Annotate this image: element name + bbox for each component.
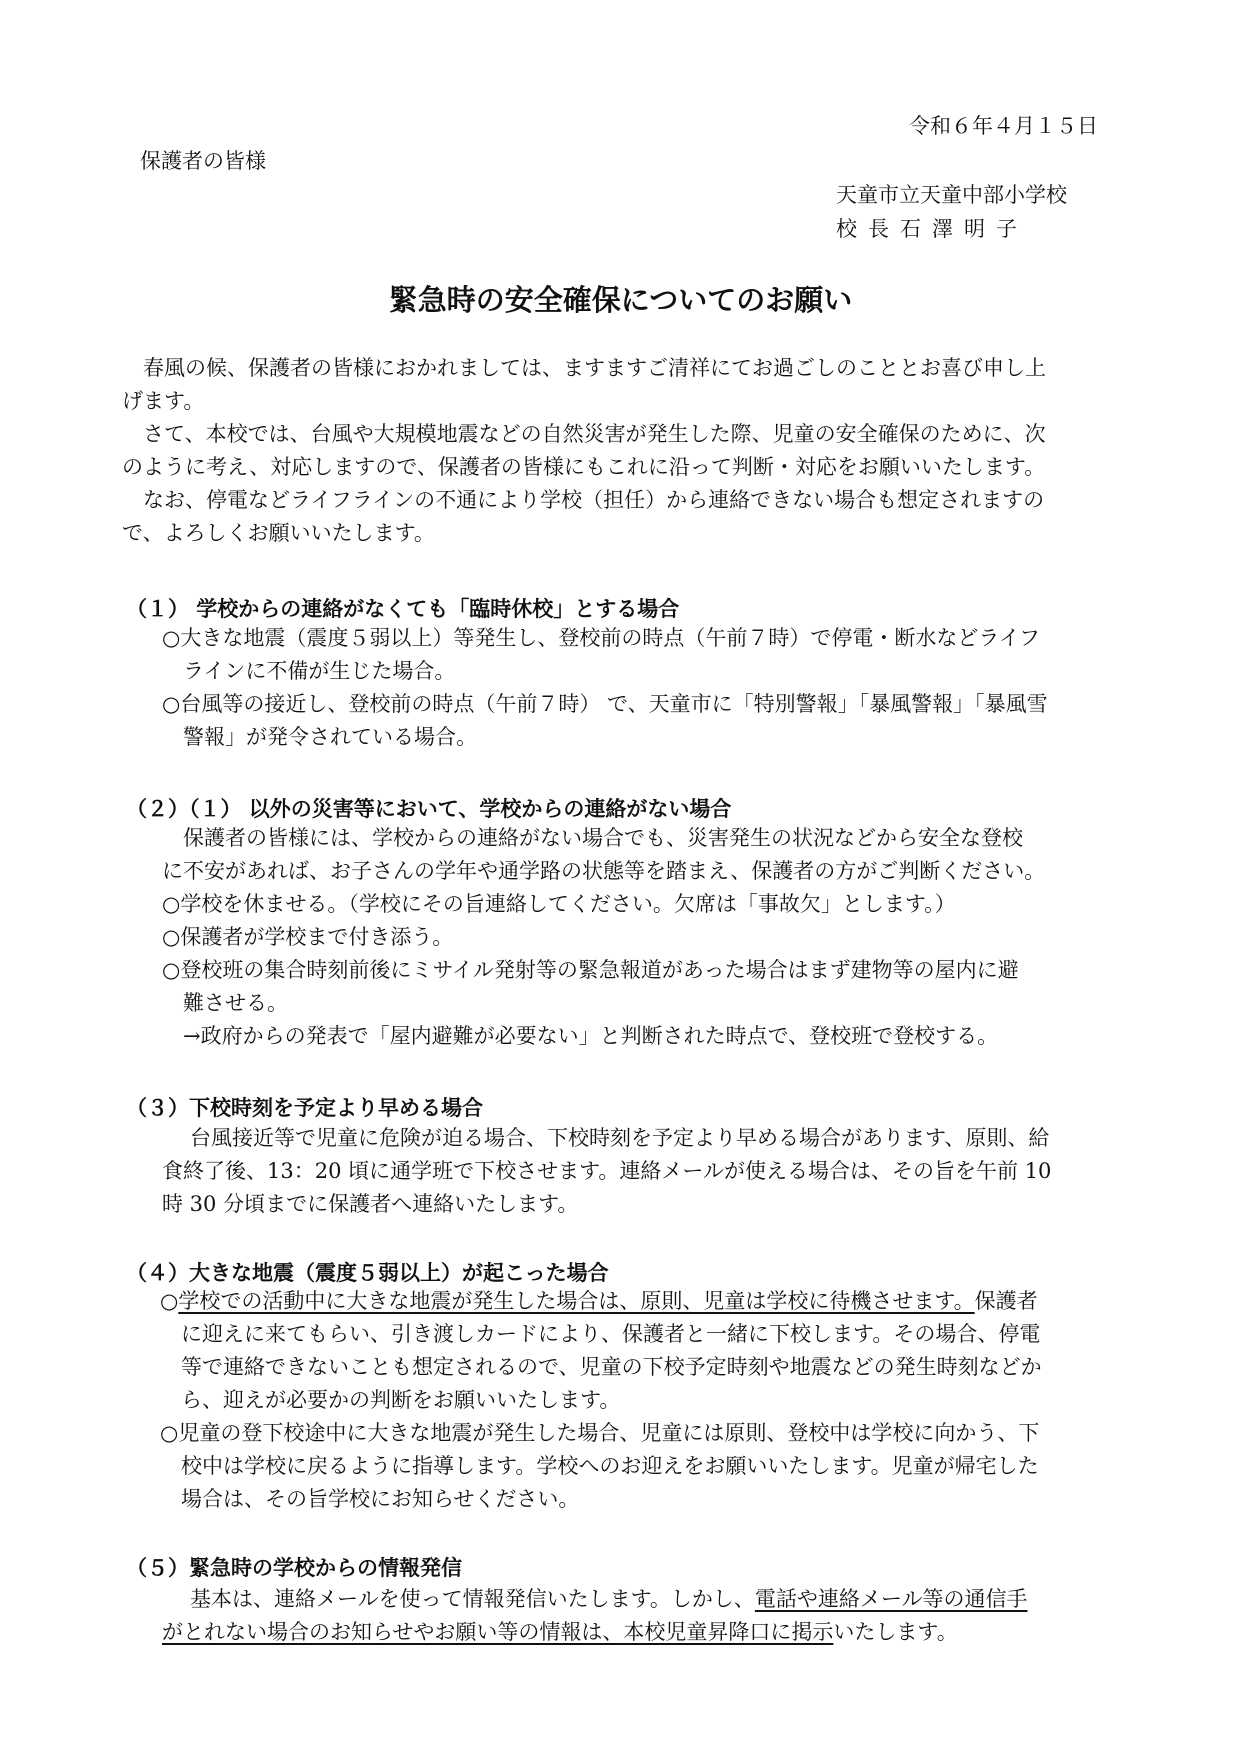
recipient-line: 保護者の皆様 <box>140 149 266 173</box>
section-1-line: ○大きな地震（震度５弱以上）等発生し、登校前の時点（午前７時）で停電・断水などライフ <box>162 626 1041 650</box>
underlined-text: 電話や連絡メール等の通信手 <box>754 1587 1028 1611</box>
section-3-line: 時 30 分頃までに保護者へ連絡いたします。 <box>162 1192 579 1216</box>
underlined-text: 学校での活動中に大きな地震が発生した場合は、原則、児童は学校に待機させます。 <box>178 1289 975 1313</box>
section-4-line: 校中は学校に戻るように指導します。学校へのお迎えをお願いいたします。児童が帰宅した <box>181 1454 1039 1478</box>
section-2-line: ○学校を休ませる。（学校にその旨連絡してください。欠席は「事故欠」とします。） <box>162 892 956 916</box>
underlined-text: がとれない場合のお知らせやお願い等の情報は、本校児童昇降口に掲示 <box>162 1620 834 1644</box>
section-5-heading: （５）緊急時の学校からの情報発信 <box>126 1556 462 1580</box>
section-2-line: 保護者の皆様には、学校からの連絡がない場合でも、災害発生の状況などから安全な登校 <box>183 826 1023 850</box>
intro-line: さて、本校では、台風や大規模地震などの自然災害が発生した際、児童の安全確保のために、次 <box>143 422 1046 446</box>
section-2-line: に不安があれば、お子さんの学年や通学路の状態等を踏まえ、保護者の方がご判断ください。 <box>162 859 1046 883</box>
intro-line: 春風の候、保護者の皆様におかれましては、ますますご清祥にてお過ごしのこととお喜び申し上 <box>143 356 1046 380</box>
section-3-line: 食終了後、13：20 頃に通学班で下校させます。連絡メールが使える場合は、その旨を午前 10 <box>162 1159 1052 1183</box>
section-1-line: 警報」が発令されている場合。 <box>183 725 477 749</box>
bullet-circle: ○ <box>160 1289 179 1313</box>
intro-line: げます。 <box>122 389 205 413</box>
section-5-line: がとれない場合のお知らせやお願い等の情報は、本校児童昇降口に掲示いたします。 <box>162 1620 958 1644</box>
intro-line: なお、停電などライフラインの不通により学校（担任）から連絡できない場合も想定されますの <box>143 488 1045 512</box>
section-4-heading: （４）大きな地震（震度５弱以上）が起こった場合 <box>126 1261 609 1285</box>
section-2-line: ○登校班の集合時刻前後にミサイル発射等の緊急報道があった場合はまず建物等の屋内に避 <box>162 958 1019 982</box>
intro-line: で、よろしくお願いいたします。 <box>122 521 435 545</box>
intro-line: のように考え、対応しますので、保護者の皆様にもこれに沿って判断・対応をお願いいたします。 <box>122 455 1046 479</box>
section-4-line: 等で連絡できないことも想定されるので、児童の下校予定時刻や地震などの発生時刻などか <box>181 1355 1042 1379</box>
section-4-line: ら、迎えが必要かの判断をお願いいたします。 <box>181 1388 621 1412</box>
section-1-line: ○台風等の接近し、登校前の時点（午前７時） で、天童市に「特別警報」「暴風警報」「暴風雪 <box>162 692 1048 716</box>
section-4-line: に迎えに来てもらい、引き渡しカードにより、保護者と一緒に下校します。その場合、停電 <box>181 1322 1041 1346</box>
section-2-line: 難させる。 <box>183 991 288 1015</box>
section-4-line: ○児童の登下校途中に大きな地震が発生した場合、児童には原則、登校中は学校に向かう、下 <box>160 1421 1040 1445</box>
document-date: 令和６年４月１５日 <box>909 114 1098 138</box>
section-5-line: 基本は、連絡メールを使って情報発信いたします。しかし、電話や連絡メール等の通信手 <box>190 1587 1028 1611</box>
section-3-line: 台風接近等で児童に危険が迫る場合、下校時刻を予定より早める場合があります、原則、給 <box>190 1126 1050 1150</box>
section-4-line: ○学校での活動中に大きな地震が発生した場合は、原則、児童は学校に待機させます。保護者 <box>160 1289 1038 1313</box>
section-2-heading: （２）（１） 以外の災害等において、学校からの連絡がない場合 <box>126 797 732 821</box>
section-2-line: ○保護者が学校まで付き添う。 <box>162 925 454 949</box>
section-1-line: ラインに不備が生じた場合。 <box>183 659 456 683</box>
principal-name: 校長石澤明子 <box>836 217 1028 241</box>
section-2-line: →政府からの発表で「屋内避難が必要ない」と判断された時点で、登校班で登校する。 <box>183 1024 999 1048</box>
section-1-heading: （１） 学校からの連絡がなくても「臨時休校」とする場合 <box>126 597 680 621</box>
section-3-heading: （３）下校時刻を予定より早める場合 <box>126 1096 483 1120</box>
document-title: 緊急時の安全確保についてのお願い <box>388 283 853 317</box>
school-name: 天童市立天童中部小学校 <box>836 183 1067 207</box>
section-4-line: 場合は、その旨学校にお知らせください。 <box>181 1487 580 1511</box>
